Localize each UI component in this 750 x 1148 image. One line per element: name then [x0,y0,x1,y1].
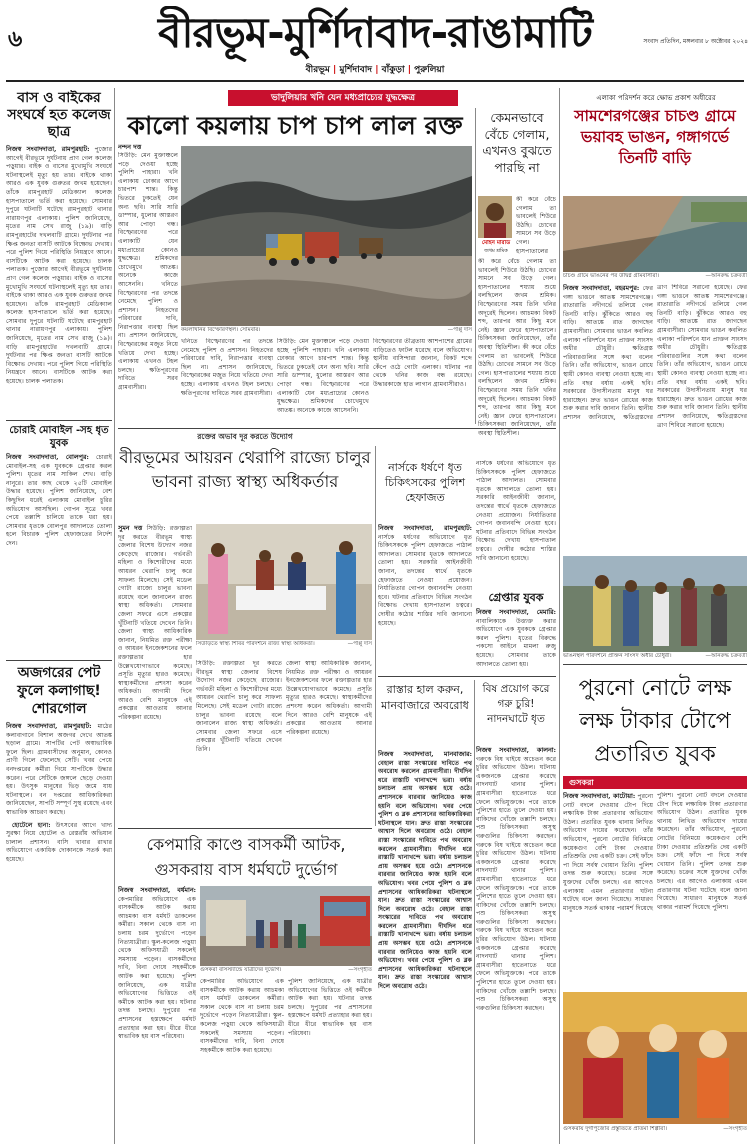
python-text: মাঠের কলাবাগানে বিশাল অজগর দেখে আতঙ্ক ছড়াল গ্রামে। সাপটির পেট অস্বাভাবিক ফুলে ছিল। গ্রামবাসীদের অনুমান, কোনও প্রাণী গিলে ফেলেছে সেটি। খবর পেয়ে বনদপ্তরের কর্মীরা গিয়ে সাপটিকে উদ্ধার করেন। পরে সেটিকে জঙ্গলে ছেড়ে দেওয়া হয়। উৎসুক মানুষের ভিড় জমে যায় ঘটনাস্থলে। বন দপ্তরের আধিকারিকরা জানিয়েছেন, সাপটি সম্পূর্ণ সুস্থ রয়েছে এবং স্বাভাবিক আচরণ করছে। [6,723,112,816]
note-byline: নিজস্ব সংবাদদাতা, কাটোয়া: [563,792,636,800]
idol-caption: গুসকরায় দুর্গাপুজোর প্রস্তুতিতে প্রতিমা শিল্পীরা। [563,1126,667,1132]
health-camp-illustration [196,524,372,640]
road-text [378,750,472,1144]
column-rule [559,88,560,1144]
bus-strike-text-left-body2: পুলিশ জানিয়েছে, এক যাত্রীর অভিযোগের ভিত্তিতে ওই কর্মীকে আটক করা হয়। ঘটনার তদন্ত চলছে। দুপুরের পর প্রশাসনের হস্তক্ষেপে ধর্মঘট প্রত্যাহার করা হয়। ধীরে ধীরে স্বাভাবিক হয় বাস পরিষেবা। [118,972,196,1041]
coal-mine-illustration [181,146,472,326]
ganga-text [563,284,747,554]
divider [6,660,112,661]
bus-stand-illustration [200,886,372,966]
bus-strike-headline: কেপমারি কাণ্ডে বাসকর্মী আটক, গুসকরায় বাস ধর্মঘটে দুর্ভোগ [146,835,346,879]
road-text-body3: বেহাল রাস্তা সংস্কারের দাবিতে পথ অবরোধ করলেন গ্রামবাসীরা। দীর্ঘদিন ধরে রাস্তাটি খানাখন্দে ভরা। বর্ষায় চলাচল প্রায় অসম্ভব হয়ে ওঠে। প্রশাসনকে বারবার জানিয়েও কাজ হয়নি বলে অভিযোগ। খবর পেয়ে পুলিশ ও ব্লক প্রশাসনের আধিকারিকরা ঘটনাস্থলে যান। দ্রুত রাস্তা সংস্কারের আশ্বাস দিলে অবরোধ ওঠে। [378,905,472,991]
worker-name-caption [478,240,514,254]
dateline: সংবাদ প্রতিদিন, মঙ্গলবার ৮ অক্টোবর ২০২৪ [643,38,748,45]
coal-kicker-text: ভাদুলিয়ার খনি যেন মধ্যপ্রাচ্যের যুদ্ধক্ষেত্র [270,93,416,103]
bus-strike-text-left [118,886,196,1144]
escape-text-body: কী করে বেঁচে গেলাম তা ভাবলেই শিউরে উঠছি। চোখের সামনে সব উড়ে গেল। হাসপাতালের শয্যায় শুয়ে বলছিলেন জখম শ্রমিক। বিস্ফোরণের সময় তিনি খনির অদূরেই ছিলেন। আচমকা বিকট শব্দ, তারপর আর কিছু মনে নেই। জ্ঞান ফেরে হাসপাতালে। চিকিৎসকরা জানিয়েছেন, তাঁর অবস্থা স্থিতিশীল। [478,258,556,351]
hotel-raid-label: হোটেলে হানা: [12,821,51,829]
idol-illustration [563,992,747,1124]
adhir-visit-caption: ভাঙনস্থল পরিদর্শনে প্রাক্তন সাংসদ অধীর চৌধুরী। [563,653,672,659]
phone-theft-story [6,424,112,656]
district-murshidabad: মুর্শিদাবাদ [339,65,373,75]
page-number: ৬ [8,27,23,48]
divider [118,828,372,829]
bus-accident-headline: বাস ও বাইকের সংঘর্ষে হত কলেজ ছাত্র [7,90,111,140]
ganga-text-body2: ফের গঙ্গা ভাঙনে আতঙ্ক সামশেরগঞ্জে। রাতারাতি নদীগর্ভে তলিয়ে গেল তিনটি বাড়ি। ঝুঁকিতে আরও বহু বাড়ি। আতঙ্কে রাত জাগছেন গ্রামবাসীরা। সোমবার ভাঙন কবলিত এলাকা পরিদর্শনে যান প্রাক্তন সাংসদ অধীর চৌধুরী। ক্ষতিগ্রস্ত পরিবারগুলির সঙ্গে কথা বলেন তিনি। তাঁর অভিযোগ, ভাঙন রোধে স্থায়ী কোনও ব্যবস্থা নেওয়া হচ্ছে না। প্রতি বছর বর্ষায় একই ছবি। সরকারের উদাসীনতায় মানুষ ঘর হারাচ্ছেন। দ্রুত ভাঙন রোধের কাজ শুরু করার দাবি জানান তিনি। স্থানীয় প্রশাসন জানিয়েছে, ক্ষতিগ্রস্তদের ত্রাণ শিবিরে সরানো হয়েছে। [657,284,747,429]
road-text-body: বেহাল রাস্তা সংস্কারের দাবিতে পথ অবরোধ করলেন গ্রামবাসীরা। দীর্ঘদিন ধরে রাস্তাটি খানাখন্দে ভরা। বর্ষায় চলাচল প্রায় অসম্ভব হয়ে ওঠে। প্রশাসনকে বারবার জানিয়েও কাজ হয়নি বলে অভিযোগ। খবর পেয়ে পুলিশ ও ব্লক প্রশাসনের আধিকারিকরা ঘটনাস্থলে যান। দ্রুত রাস্তা সংস্কারের আশ্বাস দিলে অবরোধ ওঠে। [378,759,472,836]
column-rule [114,88,115,1144]
note-text-body2: পুরনো নোট বদলে দেওয়ার টোপ দিয়ে লক্ষাধিক টাকা প্রতারণার অভিযোগ উঠল। প্রতারিত যুবক থানায় লিখিত অভিযোগ দায়ের করেছেন। তাঁর অভিযোগ, পুরনো নোটের বিনিময়ে কয়েকগুণ বেশি টাকা দেওয়ার প্রতিশ্রুতি দেয় একটি চক্র। সেই ফাঁদে পা দিয়ে সর্বস্ব খোয়ান তিনি। পুলিশ তদন্ত শুরু করেছে। চক্রের সঙ্গে যুক্তদের খোঁজ চলছে। এর আগেও এলাকায় এমন প্রতারণার ঘটনা ঘটেছে বলে জানা গিয়েছে। সাধারণ মানুষকে সতর্ক থাকার পরামর্শ দিয়েছে পুলিশ। [657,792,747,911]
note-tag [563,776,747,789]
coal-photo-caption: কয়লাখনির বিস্ফোরণস্থল। সোমবার। [181,327,261,333]
iron-headline: বীরভূমের আয়রন থেরাপি রাজ্যে চালুর ভাবনা রাজ্য স্বাস্থ্য অধিকর্তার [119,448,371,491]
erosion-caption: চাচণ্ড গ্রামে ভাঙনের পর উদ্বিগ্ন গ্রামবাসীরা। [563,273,660,279]
note-text [563,792,747,988]
bus-strike-text-left-body: কেপমারির অভিযোগে এক বাসকর্মীকে আটক করায় আচমকা বাস ধর্মঘট ডাকলেন কর্মীরা। সকাল থেকে বাস না চলায় চরম দুর্ভোগে পড়েন নিত্যযাত্রীরা। স্কুল-কলেজ পড়ুয়া থেকে অফিসযাত্রী সকলেই সমস্যায় পড়েন। বাসকর্মীদের দাবি, বিনা দোষে সহকর্মীকে আটক করা হয়েছে। [118,895,196,980]
phone-theft-headline: চোরাই মোবাইল -সহ ধৃত যুবক [9,425,109,449]
hotel-raid-text: উৎসবের আগে খাদ্য সুরক্ষা নিয়ে হোটেল ও রেস্তরাঁয় অভিযান চালাল প্রশাসন। বাসি খাবার রাখার অভিযোগে একাধিক দোকানকে সতর্ক করা হয়েছে। [6,821,112,863]
adhir-visit-photo [563,556,747,652]
road-text-body2: বেহাল রাস্তা সংস্কারের দাবিতে পথ অবরোধ করলেন গ্রামবাসীরা। দীর্ঘদিন ধরে রাস্তাটি খানাখন্দে ভরা। বর্ষায় চলাচল প্রায় অসম্ভব হয়ে ওঠে। প্রশাসনকে বারবার জানিয়েও কাজ হয়নি বলে অভিযোগ। খবর পেয়ে পুলিশ ও ব্লক প্রশাসনের আধিকারিকরা ঘটনাস্থলে যান। দ্রুত রাস্তা সংস্কারের আশ্বাস দিলে অবরোধ ওঠে। [378,828,472,913]
divider [6,420,112,421]
idol-credit: —সংগৃহীত [723,1126,747,1132]
worker-portrait-image [478,196,512,238]
rape-text [378,524,472,670]
iron-text-left [118,524,192,824]
coal-text-left [118,152,178,424]
coal-photo-credit: —পাপ্পু দাস [447,327,472,333]
rape-text-body: নার্সকে ধর্ষণের অভিযোগে ধৃত চিকিৎসককে পুলিশ হেফাজতে পাঠাল আদালত। সোমবার ধৃতকে আদালতে তোলা হয়। সরকারি আইনজীবী জানান, তদন্তের স্বার্থে ধৃতকে হেফাজতে নেওয়া প্রয়োজন। নির্যাতিতার গোপন জবানবন্দি নেওয়া হবে। ঘটনার প্রতিবাদে বিভিন্ন সংগঠন বিক্ষোভ দেখায় হাসপাতাল চত্বরে। দোষীর কঠোর শাস্তির দাবি জানানো হয়েছে। [378,533,472,627]
poison-headline: বিষ প্রয়োগ করে গরু চুরি! নাদনঘাটে ধৃত [482,683,550,725]
adhir-visit-illustration [563,556,747,652]
python-headline: অজগরের পেট ফুলে কলাগাছ! শোরগোল [17,665,101,717]
phone-theft-text: চোরাই মোবাইল-সহ এক যুবককে গ্রেপ্তার করল পুলিশ। ধৃতের নাম সাকিল শেখ। বাড়ি নানুরে। তার কাছ থেকে ২৫টি মোবাইল উদ্ধার হয়েছে। পুলিশ জানিয়েছে, বেশ কিছুদিন ধরেই এলাকায় মোবাইল চুরির অভিযোগ আসছিল। গোপন সূত্রে খবর পেয়ে তল্লাশি চালিয়ে তাকে ধরা হয়। সোমবার ধৃতকে বোলপুর আদালতে তোলা হলে বিচারক পুলিশ হেফাজতের নির্দেশ দেন। [6,454,112,547]
coal-byline: নন্দন দত্ত [118,143,142,151]
iron-text-left-body: সিউড়ি: রক্তাল্পতা দূর করতে বীরভূম স্বাস্থ্য জেলার বিশেষ উদ্যোগ নজর কেড়েছে রাজ্যের। গর্ভবতী মহিলা ও কিশোরীদের মধ্যে আয়রন থেরাপি চালু করে সাফল্য মিলেছে। সেই মডেল গোটা রাজ্যে চালুর ভাবনা রয়েছে বলে জানালেন রাজ্য স্বাস্থ্য অধিকর্তা। সোমবার জেলা সফরে এসে প্রকল্পের খুঁটিনাটি খতিয়ে দেখেন তিনি। [118,525,192,627]
masthead-rule [6,80,744,82]
bus-accident-story [6,90,112,418]
escape-text-top: কী করে বেঁচে গেলাম তা ভাবলেই শিউরে উঠছি। চোখের সামনে সব উড়ে গেল। হাসপাতালের [516,196,556,255]
ganga-byline: নিজস্ব সংবাদদাতা, বহরমপুর: [563,284,640,292]
erosion-photo [563,196,747,272]
coal-text-left-body2: খনিতে বিস্ফোরণের পর তদন্তে নেমেছে পুলিশ ও প্রশাসন। নিহতদের পরিবারের দাবি, নিরাপত্তার ব্যবস্থা ছিল না। প্রশাসন জানিয়েছে, বিস্ফোরকের মজুত নিয়ে খতিয়ে দেখা হচ্ছে। এলাকায় এখনও টহল চলছে। ক্ষতিপূরণের দাবিতে সরব গ্রামবাসীরা। [118,280,178,392]
rape-text-cont: নার্সকে ধর্ষণের অভিযোগে ধৃত চিকিৎসককে পুলিশ হেফাজতে পাঠাল আদালত। সোমবার ধৃতকে আদালতে তোলা হয়। সরকারি আইনজীবী জানান, তদন্তের স্বার্থে ধৃতকে হেফাজতে নেওয়া প্রয়োজন। নির্যাতিতার গোপন জবানবন্দি নেওয়া হবে। ঘটনার প্রতিবাদে বিভিন্ন সংগঠন বিক্ষোভ দেখায় হাসপাতাল চত্বরে। দোষীর কঠোর শাস্তির দাবি জানানো হয়েছে। [476,460,556,562]
poison-text-body: গরুকে বিষ খাইয়ে অচেতন করে চুরির অভিযোগ উঠল। ঘটনায় একজনকে গ্রেপ্তার করেছে নাদনঘাট থানার পুলিশ। গ্রামবাসীরা হাতেনাতে ধরে ফেলে অভিযুক্তকে। পরে তাকে পুলিশের হাতে তুলে দেওয়া হয়। বাকিদের খোঁজে তল্লাশি চলছে। পশু চিকিৎসকরা অসুস্থ গরুগুলির চিকিৎসা করছেন। [476,755,556,840]
divider [118,428,556,429]
health-camp-photo [196,524,372,640]
coal-headline: কালো কয়লায় চাপ চাপ লাল রক্ত [127,111,463,140]
note-fraud-headline: পুরনো নোটে লক্ষ লক্ষ টাকার টোপে প্রতারিত যুবক [578,676,732,767]
divider [378,676,556,677]
coal-mine-photo [181,146,472,326]
poison-text [476,746,556,1144]
poison-byline: নিজস্ব সংবাদদাতা, কালনা: [476,746,556,754]
divider [563,664,747,665]
iron-kicker: রক্তের অভাব দূর করতে উদ্যোগ [197,432,293,441]
arrest-text-body: নাবালিকাকে উত্ত্যক্ত করার অভিযোগে এক যুবককে গ্রেপ্তার করল পুলিশ। ধৃতের বিরুদ্ধে পকসো আইনে মামলা রুজু হয়েছে। সোমবার তাকে আদালতে তোলা হয়। [476,617,556,668]
iron-text-left-body2: জেলা স্বাস্থ্য আধিকারিক জানান, নিয়মিত রক্ত পরীক্ষা ও আয়রন ইনজেকশনের ফলে রক্তাল্পতার হার উল্লেখযোগ্যভাবে কমেছে। প্রসূতি মৃত্যুর হারও কমেছে। স্বাস্থ্যকর্মীদের প্রশংসা করেন অধিকর্তা। আগামী দিনে আরও বেশি মানুষকে এই প্রকল্পের আওতায় আনার পরিকল্পনা রয়েছে। [118,628,192,722]
district-bankura: বাঁকুড়া [381,65,405,75]
bus-stand-caption: গুসকরা বাসস্ট্যান্ডে যাত্রীদের দুর্ভোগ। [200,967,282,973]
erosion-credit: —অনিরুদ্ধ চক্রবর্তী [705,273,747,279]
iron-text-right: জেলা স্বাস্থ্য আধিকারিক জানান, নিয়মিত রক্ত পরীক্ষা ও আয়রন ইনজেকশনের ফলে রক্তাল্পতার হার উল্লেখযোগ্যভাবে কমেছে। প্রসূতি মৃত্যুর হারও কমেছে। স্বাস্থ্যকর্মীদের প্রশংসা করেন অধিকর্তা। আগামী দিনে আরও বেশি মানুষকে এই প্রকল্পের আওতায় আনার পরিকল্পনা রয়েছে। [286,660,372,736]
column-rule [474,680,475,1144]
python-byline: নিজস্ব সংবাদদাতা, রামপুরহাট: [6,722,92,730]
bus-accident-text-cont: পুজোর আগেই বীরভূমে দুর্ঘটনায় প্রাণ গেল কলেজ পড়ুয়ার। বাইক ও বাসের মুখোমুখি সংঘর্ষে ঘটনাস্থলেই মৃত্যু হয় তার। বাইকে থাকা আরও এক যুবক গুরুতর জখম হয়েছেন। তাঁকে রামপুরহাট মেডিক্যাল কলেজ হাসপাতালে ভর্তি করা হয়েছে। সোমবার দুপুরে ঘটনাটি ঘটেছে রামপুরহাট থানার নারায়ণপুর এলাকায়। পুলিশ জানিয়েছে, মৃতের নাম সেখ রাজু (১৯)। বাড়ি রামপুরহাটের দখলবাটি গ্রামে। দুর্ঘটনার পর ক্ষিপ্ত জনতা বাসটি আটকে বিক্ষোভ দেখায়। পরে পুলিশ গিয়ে পরিস্থিতি নিয়ন্ত্রণে আনে। বাসটিকে আটক করা হয়েছে। চালক পলাতক। [6,266,112,386]
coal-text-mid2: সিউড়ি: মেন মুক্তাঞ্চলে পড়ে দেওয়া হচ্ছে পুলিশি পাহারা। খনি এলাকায় ঢোকার আগে চারপাশ শান্ত। কিন্তু ভিতরে ঢুকতেই যেন অন্য ছবি। সারি সারি ডাম্পার, ধুলোর আস্তরণ আর পোড়া গন্ধ। বিস্ফোরণের পরে এলাকাটি যেন মধ্যপ্রাচ্যের কোনও যুদ্ধক্ষেত্র। শ্রমিকদের চোখেমুখে আতঙ্ক। অনেকে কাজে আসেননি। [277,338,369,414]
escape-headline: কেমনভাবে বেঁচে গেলাম, এখনও বুঝতে পারছি না [482,110,552,175]
bus-stand-photo [200,886,372,966]
note-tag-text: গুসকরা [569,778,594,787]
masthead-title: বীরভূম-মুর্শিদাবাদ-রাঙামাটি [158,8,592,57]
column-rule [375,446,376,826]
arrest-byline: নিজস্ব সংবাদদাতা, মেমারি: [476,608,556,616]
bus-accident-text: পুজোর আগেই বীরভূমে দুর্ঘটনায় প্রাণ গেল কলেজ পড়ুয়ার। বাইক ও বাসের মুখোমুখি সংঘর্ষে ঘটনাস্থলেই মৃত্যু হয় তার। বাইকে থাকা আরও এক যুবক গুরুতর জখম হয়েছেন। তাঁকে রামপুরহাট মেডিক্যাল কলেজ হাসপাতালে ভর্তি করা হয়েছে। সোমবার দুপুরে ঘটনাটি ঘটেছে রামপুরহাট থানার নারায়ণপুর এলাকায়। পুলিশ জানিয়েছে, মৃতের নাম সেখ রাজু (১৯)। বাড়ি রামপুরহাটের দখলবাটি গ্রামে। দুর্ঘটনার পর ক্ষিপ্ত জনতা বাসটি আটকে বিক্ষোভ দেখায়। পরে পুলিশ গিয়ে পরিস্থিতি নিয়ন্ত্রণে আনে। বাসটিকে আটক করা হয়েছে। চালক পলাতক। [6,146,112,274]
health-camp-credit: —পাপ্পু দাস [347,641,372,647]
arrest-text [476,608,556,674]
adhir-visit-credit: —অনিরুদ্ধ চক্রবর্তী [705,653,747,659]
idol-photo [563,992,747,1124]
bus-strike-byline: নিজস্ব সংবাদদাতা, বর্ধমান: [118,886,196,894]
arrest-headline: গ্রেপ্তার যুবক [476,590,556,606]
district-birbhum: বীরভূম [305,65,330,75]
column-rule [475,108,476,424]
poison-text-body2: গরুকে বিষ খাইয়ে অচেতন করে চুরির অভিযোগ উঠল। ঘটনায় একজনকে গ্রেপ্তার করেছে নাদনঘাট থানার পুলিশ। গ্রামবাসীরা হাতেনাতে ধরে ফেলে অভিযুক্তকে। পরে তাকে পুলিশের হাতে তুলে দেওয়া হয়। বাকিদের খোঁজে তল্লাশি চলছে। পশু চিকিৎসকরা অসুস্থ গরুগুলির চিকিৎসা করছেন। [476,841,556,926]
worker-portrait [478,196,512,238]
bus-strike-text-mid: কেপমারির অভিযোগে এক বাসকর্মীকে আটক করায় আচমকা বাস ধর্মঘট ডাকলেন কর্মীরা। সকাল থেকে বাস না চলায় চরম দুর্ভোগে পড়েন নিত্যযাত্রীরা। স্কুল-কলেজ পড়ুয়া থেকে অফিসযাত্রী সকলেই সমস্যায় পড়েন। বাসকর্মীদের দাবি, বিনা দোষে সহকর্মীকে আটক করা হয়েছে। [200,978,284,1054]
district-purulia: পুরুলিয়া [414,65,445,75]
worker-role: জখম শ্রমিক [484,248,508,254]
bus-strike-text-right: পুলিশ জানিয়েছে, এক যাত্রীর অভিযোগের ভিত্তিতে ওই কর্মীকে আটক করা হয়। ঘটনার তদন্ত চলছে। দুপুরের পর প্রশাসনের হস্তক্ষেপে ধর্মঘট প্রত্যাহার করা হয়। ধীরে ধীরে স্বাভাবিক হয় বাস পরিষেবা। [288,978,372,1037]
phone-theft-byline: নিজস্ব সংবাদদাতা, বোলপুর: [6,453,89,461]
coal-text-mid: খনিতে বিস্ফোরণের পর তদন্তে নেমেছে পুলিশ ও প্রশাসন। নিহতদের পরিবারের দাবি, নিরাপত্তার ব্যবস্থা ছিল না। প্রশাসন জানিয়েছে, বিস্ফোরকের মজুত নিয়ে খতিয়ে দেখা হচ্ছে। এলাকায় এখনও টহল চলছে। ক্ষতিপূরণের দাবিতে সরব গ্রামবাসীরা। [181,338,273,397]
ganga-text-body: ফের গঙ্গা ভাঙনে আতঙ্ক সামশেরগঞ্জে। রাতারাতি নদীগর্ভে তলিয়ে গেল তিনটি বাড়ি। ঝুঁকিতে আরও বহু বাড়ি। আতঙ্কে রাত জাগছেন গ্রামবাসীরা। সোমবার ভাঙন কবলিত এলাকা পরিদর্শনে যান প্রাক্তন সাংসদ অধীর চৌধুরী। ক্ষতিগ্রস্ত পরিবারগুলির সঙ্গে কথা বলেন তিনি। তাঁর অভিযোগ, ভাঙন রোধে স্থায়ী কোনও ব্যবস্থা নেওয়া হচ্ছে না। প্রতি বছর বর্ষায় একই ছবি। সরকারের উদাসীনতায় মানুষ ঘর হারাচ্ছেন। দ্রুত ভাঙন রোধের কাজ শুরু করার দাবি জানান তিনি। স্থানীয় প্রশাসন জানিয়েছে, ক্ষতিগ্রস্তদের ত্রাণ শিবিরে সরানো হয়েছে। [563,284,733,421]
bus-accident-byline: নিজস্ব সংবাদদাতা, রামপুরহাট: [6,145,90,153]
iron-text-mid: সিউড়ি: রক্তাল্পতা দূর করতে বীরভূম স্বাস্থ্য জেলার বিশেষ উদ্যোগ নজর কেড়েছে রাজ্যের। গর্ভবতী মহিলা ও কিশোরীদের মধ্যে আয়রন থেরাপি চালু করে সাফল্য মিলেছে। সেই মডেল গোটা রাজ্যে চালুর ভাবনা রয়েছে বলে জানালেন রাজ্য স্বাস্থ্য অধিকর্তা। সোমবার জেলা সফরে এসে প্রকল্পের খুঁটিনাটি খতিয়ে দেখেন তিনি। [196,660,282,753]
masthead [0,0,750,86]
road-headline: রাস্তার হাল করুন, মানবাজারে অবরোধ [381,683,469,712]
poison-text-body3: গরুকে বিষ খাইয়ে অচেতন করে চুরির অভিযোগ উঠল। ঘটনায় একজনকে গ্রেপ্তার করেছে নাদনঘাট থানার পুলিশ। গ্রামবাসীরা হাতেনাতে ধরে ফেলে অভিযুক্তকে। পরে তাকে পুলিশের হাতে তুলে দেওয়া হয়। বাকিদের খোঁজে তল্লাশি চলছে। পশু চিকিৎসকরা অসুস্থ গরুগুলির চিকিৎসা করছেন। [476,927,556,1012]
worker-name: মোহন মারডি [481,240,511,246]
python-story [6,664,112,1144]
bus-stand-credit: —সংগৃহীত [348,967,372,973]
district-nav: বীরভূম | মুর্শিদাবাদ | বাঁকুড়া | পুরুলিয়া [305,65,445,75]
coal-text-right: বিস্ফোরণের তীব্রতায় আশপাশের গ্রামের বাড়িতেও ফাটল ধরেছে বলে অভিযোগ। স্থানীয় বাসিন্দারা জানান, বিকট শব্দে কেঁপে ওঠে গোটা এলাকা। ঘটনার পর থেকে খনির কাজ বন্ধ রয়েছে। উদ্ধারকাজে হাত লাগান গ্রামবাসীরাও। [373,338,472,388]
rape-headline: নার্সকে ধর্ষণে ধৃত চিকিৎসকের পুলিশ হেফাজত [384,461,466,504]
ganga-headline: সামশেরগঞ্জের চাচণ্ড গ্রামে ভয়াবহ ভাঙন, গঙ্গাগর্ভে তিনটি বাড়ি [574,107,736,167]
coal-text-left-body: সিউড়ি: মেন মুক্তাঞ্চলে পড়ে দেওয়া হচ্ছে পুলিশি পাহারা। খনি এলাকায় ঢোকার আগে চারপাশ শান্ত। কিন্তু ভিতরে ঢুকতেই যেন অন্য ছবি। সারি সারি ডাম্পার, ধুলোর আস্তরণ আর পোড়া গন্ধ। বিস্ফোরণের পরে এলাকাটি যেন মধ্যপ্রাচ্যের কোনও যুদ্ধক্ষেত্র। শ্রমিকদের চোখেমুখে আতঙ্ক। অনেকে কাজে আসেননি। [118,152,178,288]
erosion-illustration [563,196,747,272]
iron-byline: সুমন দত্ত [118,524,143,532]
coal-kicker [228,90,458,106]
health-camp-caption: সিউড়িতে স্বাস্থ্য শিবির পরিদর্শনে রাজ্য স্বাস্থ্য অধিকর্তা। [196,641,315,647]
escape-text-body2: কী করে বেঁচে গেলাম তা ভাবলেই শিউরে উঠছি। চোখের সামনে সব উড়ে গেল। হাসপাতালের শয্যায় শুয়ে বলছিলেন জখম শ্রমিক। বিস্ফোরণের সময় তিনি খনির অদূরেই ছিলেন। আচমকা বিকট শব্দ, তারপর আর কিছু মনে নেই। জ্ঞান ফেরে হাসপাতালে। চিকিৎসকরা জানিয়েছেন, তাঁর অবস্থা স্থিতিশীল। [478,343,556,437]
rape-byline: নিজস্ব সংবাদদাতা, রামপুরহাট: [378,524,472,532]
ganga-kicker: এলাকা পরিদর্শন করে ক্ষোভ প্রকাশ অধীরের [596,94,716,102]
road-byline: নিজস্ব সংবাদদাতা, মানবাজার: [378,750,472,758]
note-text-body: পুরনো নোট বদলে দেওয়ার টোপ দিয়ে লক্ষাধিক টাকা প্রতারণার অভিযোগ উঠল। প্রতারিত যুবক থানায় লিখিত অভিযোগ দায়ের করেছেন। তাঁর অভিযোগ, পুরনো নোটের বিনিময়ে কয়েকগুণ বেশি টাকা দেওয়ার প্রতিশ্রুতি দেয় একটি চক্র। সেই ফাঁদে পা দিয়ে সর্বস্ব খোয়ান তিনি। পুলিশ তদন্ত শুরু করেছে। চক্রের সঙ্গে যুক্তদের খোঁজ চলছে। এর আগেও এলাকায় এমন প্রতারণার ঘটনা ঘটেছে বলে জানা গিয়েছে। সাধারণ মানুষকে সতর্ক থাকার পরামর্শ দিয়েছে পুলিশ। [563,792,674,912]
